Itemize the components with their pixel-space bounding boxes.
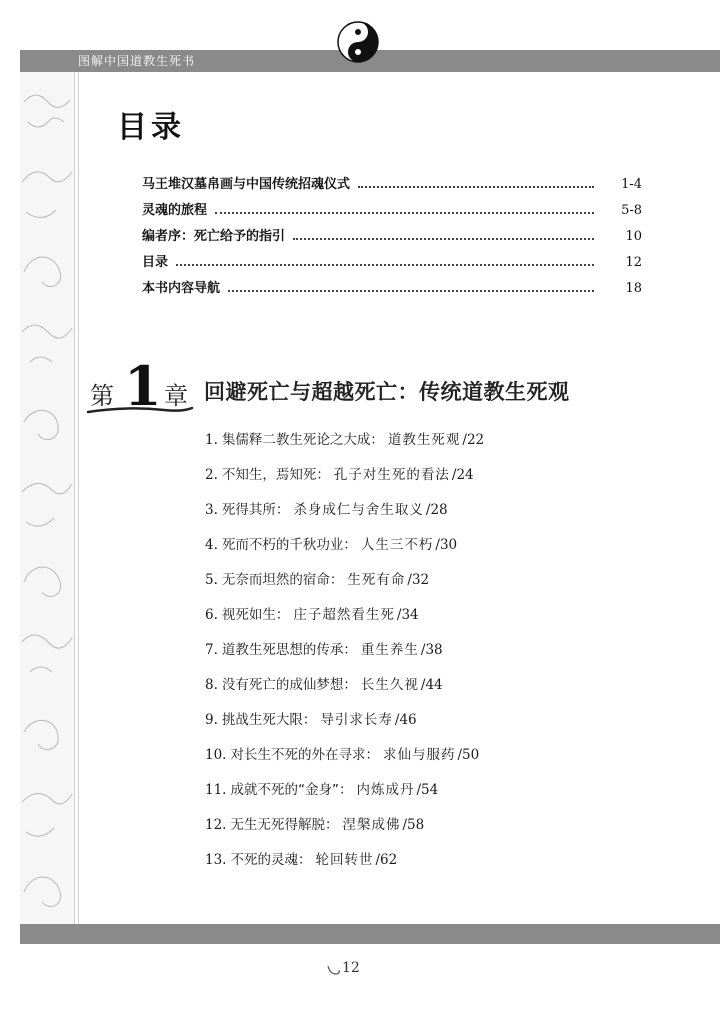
section-subtitle: 道教生死观 [387,432,461,448]
section-item[interactable] [205,848,685,883]
section-page: /22 [462,432,485,448]
front-matter-item[interactable] [142,224,642,250]
section-main-title: 道教生死思想的传承 [221,642,344,658]
section-page: /28 [425,502,448,518]
toc-title: 目录 [117,110,185,145]
section-subtitle: 庄子超然看生死 [293,607,395,623]
section-colon: ： [297,852,312,868]
section-colon: ： [343,642,357,658]
front-matter-label: 本书内容导航 [142,281,221,296]
front-matter-label: 目录 [142,255,169,270]
section-number: 6. [205,607,218,623]
section-number: 9. [205,712,218,728]
section-main-title: 成就不死的“金身” [230,782,339,798]
section-number: 5. [205,572,218,588]
section-main-title: 对长生不死的外在寻求 [230,747,366,763]
section-item[interactable] [205,463,685,498]
section-page: /38 [420,642,443,658]
section-colon: ： [338,782,353,798]
section-number: 10. [205,747,227,763]
section-item[interactable] [205,743,685,778]
front-matter-list [142,172,642,302]
section-page: /62 [375,852,398,868]
dot-leader [228,290,594,292]
section-number: 2. [205,467,218,483]
front-matter-item[interactable] [142,276,642,302]
section-item[interactable] [205,568,685,603]
footer-band [20,924,720,944]
front-matter-item[interactable] [142,172,642,198]
section-subtitle: 重生养生 [360,642,419,658]
section-subtitle: 内炼成丹 [356,782,415,798]
chapter-prefix: 第 [90,382,114,410]
front-matter-label: 马王堆汉墓帛画与中国传统招魂仪式 [142,177,351,192]
front-matter-page: 5-8 [621,203,642,218]
cloud-pattern [20,72,74,932]
section-item[interactable] [205,778,685,813]
section-subtitle: 涅槃成佛 [342,817,401,833]
dot-leader [358,186,594,188]
front-matter-label: 灵魂的旅程 [142,203,208,218]
section-main-title: 挑战生死大限 [221,712,303,728]
cloud-pattern-column [20,72,75,932]
section-item[interactable] [205,603,685,638]
dot-leader [176,264,594,266]
section-subtitle: 孔子对生死的看法 [333,467,450,483]
section-subtitle: 杀身成仁与舍生取义 [293,502,424,518]
section-main-title: 死而不朽的千秋功业 [221,537,344,553]
section-number: 4. [205,537,218,553]
section-colon: ： [302,712,317,728]
section-page: /44 [420,677,443,693]
section-page: /58 [402,817,425,833]
front-matter-label: 编者序：死亡给予的指引 [142,229,286,244]
chapter-number: 1 [124,354,162,418]
section-main-title: 没有死亡的成仙梦想 [221,677,344,693]
chapter-title: 回避死亡与超越死亡：传统道教生死观 [204,380,570,404]
section-colon: ： [343,537,357,553]
section-subtitle: 生死有命 [347,572,406,588]
section-page: /30 [435,537,458,553]
front-matter-page: 18 [625,281,642,296]
section-colon: ： [365,747,379,763]
section-page: /24 [451,467,474,483]
section-colon: ： [329,572,344,588]
section-main-title: 不死的灵魂 [230,852,298,868]
section-main-title: 不知生，焉知死 [221,467,317,483]
section-item[interactable] [205,498,685,533]
section-main-title: 集儒释二教生死论之大成 [221,432,371,448]
section-item[interactable] [205,638,685,673]
section-colon: ： [324,817,339,833]
dot-leader [293,238,594,240]
front-matter-page: 1-4 [621,177,642,192]
page-number: 12 [342,960,360,976]
section-number: 7. [205,642,218,658]
section-subtitle: 求仙与服药 [382,747,456,763]
section-item[interactable] [205,813,685,848]
chapter-suffix: 章 [164,382,188,410]
front-matter-page: 12 [625,255,642,270]
chapter-heading [86,356,686,416]
section-main-title: 无奈而坦然的宿命 [221,572,330,588]
section-page: /54 [416,782,439,798]
series-title: 图解中国道教生死书 [78,54,196,68]
section-number: 8. [205,677,218,693]
front-matter-page: 10 [625,229,642,244]
section-number: 12. [205,817,227,833]
section-main-title: 视死如生 [221,607,276,623]
section-page: /50 [457,747,480,763]
section-number: 3. [205,502,218,518]
section-colon: ： [275,607,290,623]
section-number: 1. [205,432,218,448]
section-colon: ： [370,432,384,448]
left-frame-line [78,72,79,932]
taiji-icon [336,20,380,64]
section-list [205,428,685,883]
front-matter-item[interactable] [142,198,642,224]
dot-leader [215,212,594,214]
section-colon: ： [275,502,290,518]
section-number: 13. [205,852,227,868]
section-main-title: 无生无死得解脱 [230,817,325,833]
front-matter-item[interactable] [142,250,642,276]
section-subtitle: 人生三不朽 [360,537,434,553]
section-subtitle: 轮回转世 [315,852,374,868]
section-item[interactable] [205,708,685,743]
section-page: /34 [396,607,419,623]
section-page: /32 [407,572,430,588]
section-page: /46 [394,712,417,728]
section-colon: ： [316,467,330,483]
section-item[interactable] [205,673,685,708]
section-item[interactable] [205,533,685,568]
page-swirl-icon [326,964,342,980]
section-item[interactable] [205,428,685,463]
section-main-title: 死得其所 [221,502,276,518]
chapter-underline-swash [86,404,196,418]
section-colon: ： [343,677,357,693]
section-subtitle: 导引求长寿 [320,712,393,728]
section-subtitle: 长生久视 [360,677,419,693]
section-number: 11. [205,782,227,798]
